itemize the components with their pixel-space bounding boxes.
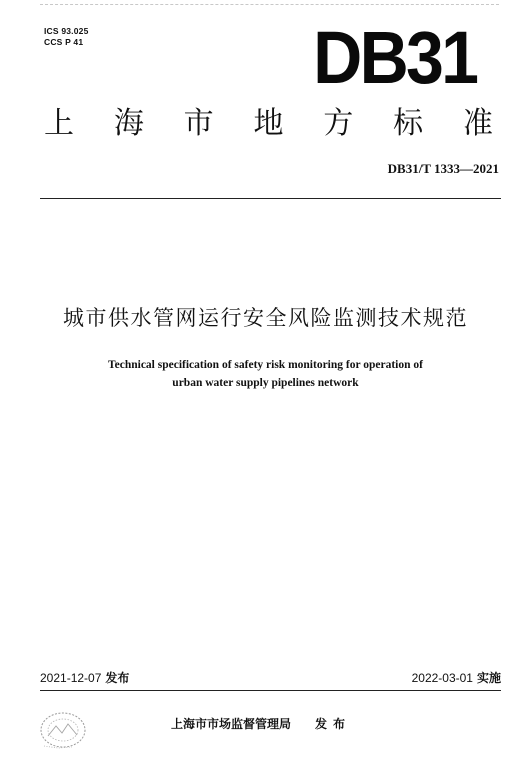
top-divider	[40, 198, 501, 199]
standard-type-char: 海	[113, 106, 144, 141]
standard-type-char: 上	[44, 106, 74, 141]
ccs-code: CCS P 41	[44, 37, 84, 47]
publisher-name: 上海市市场监督管理局	[171, 717, 292, 731]
standard-type-char: 标	[393, 106, 424, 141]
top-edge-line	[40, 4, 499, 5]
issue-info	[40, 671, 129, 685]
standard-type-heading	[44, 104, 493, 144]
db31-logo: DB31	[312, 16, 476, 99]
classification-codes	[44, 26, 89, 48]
official-seal-icon	[36, 706, 94, 752]
standard-number: DB31/T 1333—2021	[387, 161, 499, 176]
publisher-row	[171, 715, 351, 732]
english-title-line: Technical specification of safety risk monitoring for operation of	[108, 359, 423, 371]
standard-type-char: 方	[323, 106, 354, 141]
ics-code: ICS 93.025	[44, 26, 89, 36]
standard-type-char: 准	[462, 106, 493, 141]
english-title-line: urban water supply pipelines network	[172, 377, 359, 389]
implement-date: 2022-03-01	[411, 671, 473, 685]
publisher-action: 发布	[315, 717, 352, 731]
standard-type-char: 市	[183, 106, 214, 141]
issue-label: 发布	[105, 671, 130, 685]
bottom-divider	[40, 690, 501, 691]
implement-label: 实施	[476, 671, 501, 685]
english-title	[0, 356, 531, 392]
standard-type-char: 地	[253, 106, 284, 141]
issue-date: 2021-12-07	[40, 671, 102, 685]
implement-info	[412, 671, 501, 685]
date-row	[40, 671, 501, 685]
chinese-title: 城市供水管网运行安全风险监测技术规范	[63, 306, 468, 330]
